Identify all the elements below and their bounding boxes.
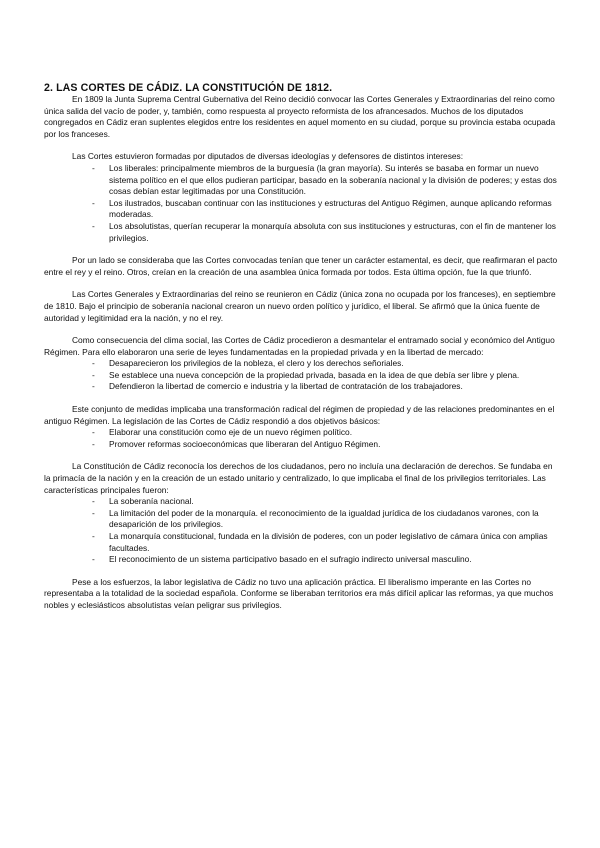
- list-item: - Los absolutistas, querían recuperar la monarquía absoluta con sus instituciones y estructuras, con el fin de mantener los privilegios.: [92, 221, 560, 244]
- list-item: - Los ilustrados, buscaban continuar con las instituciones y estructuras del Antiguo Régimen, aunque aplicando reformas moderadas.: [92, 198, 560, 221]
- paragraph-5: Como consecuencia del clima social, las Cortes de Cádiz procedieron a desmantelar el entramado social y económico del Antiguo Régimen. Para ello elaboraron una serie de leyes fundamentadas en la propiedad privada y en la libertad de mercado:: [44, 335, 555, 357]
- list-item: - La monarquía constitucional, fundada en la división de poderes, con un poder legislativo de cámara única con amplias facultades.: [92, 531, 560, 554]
- paragraph-6: Este conjunto de medidas implicaba una transformación radical del régimen de propiedad y de las relaciones predominantes en el antiguo Régimen. La legislación de las Cortes de Cádiz respondió a dos objetivos básicos:: [44, 404, 555, 426]
- list-ideologies: [44, 163, 560, 244]
- list-item: - Los liberales: principalmente miembros de la burguesía (la gran mayoría). Su interés se basaba en formar un nuevo sistema político en el que ellos pudieran participar, basado en la soberanía nacional y la división de poderes; y estas dos cosas debían estar legitimadas por una Constitución.: [92, 163, 560, 198]
- paragraph-2: Las Cortes estuvieron formadas por diputados de diversas ideologías y defensores de distintos intereses:: [72, 151, 464, 162]
- list-item: - Desaparecieron los privilegios de la nobleza, el clero y los derechos señoriales.: [92, 358, 560, 370]
- list-item: - Defendieron la libertad de comercio e industria y la libertad de contratación de los trabajadores.: [92, 381, 560, 393]
- paragraph-3: Por un lado se consideraba que las Cortes convocadas tenían que tener un carácter estamental, es decir, que reafirmaran el pacto entre el rey y el reino. Otros, creían en la creación de una asamblea única formada por todos. Esta última opción, fue la que triunfó.: [44, 255, 558, 277]
- list-characteristics: [44, 496, 560, 566]
- list-objectives: [44, 427, 560, 450]
- paragraph-1: En 1809 la Junta Suprema Central Gubernativa del Reino decidió convocar las Cortes Generales y Extraordinarias del reino como única salida del vacío de poder, y, también, como respuesta al proyecto reformista de los afrancesados. Muchos de los diputados congregados en Cádiz eran suplentes elegidos entre los residentes en aquel momento en su ciudad, porque su provincia estaba ocupada por los franceses.: [44, 94, 556, 139]
- list-item: - Promover reformas socioeconómicas que liberaran del Antiguo Régimen.: [92, 439, 560, 451]
- list-item: - La limitación del poder de la monarquía. el reconocimiento de la igualdad jurídica de los ciudadanos varones, con la desaparición de los privilegios.: [92, 508, 560, 531]
- page-title: 2. LAS CORTES DE CÁDIZ. LA CONSTITUCIÓN DE 1812.: [44, 82, 333, 94]
- list-item: - La soberanía nacional.: [92, 496, 560, 508]
- list-item: - El reconocimiento de un sistema participativo basado en el sufragio indirecto universal masculino.: [92, 554, 560, 566]
- paragraph-7: La Constitución de Cádiz reconocía los derechos de los ciudadanos, pero no incluía una declaración de derechos. Se fundaba en la primacía de la nación y en la creación de un estado unitario y centralizado, lo que implicaba el final de los privilegios territoriales. Las características principales fueron:: [44, 461, 553, 495]
- paragraph-4: Las Cortes Generales y Extraordinarias del reino se reunieron en Cádiz (única zona no ocupada por los franceses), en septiembre de 1810. Bajo el principio de soberanía nacional crearon un nuevo orden político y jurídico, el liberal. Se afirmó que la única fuente de autoridad y legitimidad era la nación, y no el rey.: [44, 289, 556, 323]
- paragraph-8: Pese a los esfuerzos, la labor legislativa de Cádiz no tuvo una aplicación práctica. El liberalismo imperante en las Cortes no representaba a la totalidad de la sociedad española. Conforme se liberaban territorios era más difícil aplicar las reformas, ya que muchos nobles y eclesiásticos absolutistas veían peligrar sus privilegios.: [44, 576, 554, 610]
- list-item: - Se establece una nueva concepción de la propiedad privada, basada en la idea de que debía ser libre y plena.: [92, 370, 560, 382]
- list-item: - Elaborar una constitución como eje de un nuevo régimen político.: [92, 427, 560, 439]
- list-laws: [44, 358, 560, 393]
